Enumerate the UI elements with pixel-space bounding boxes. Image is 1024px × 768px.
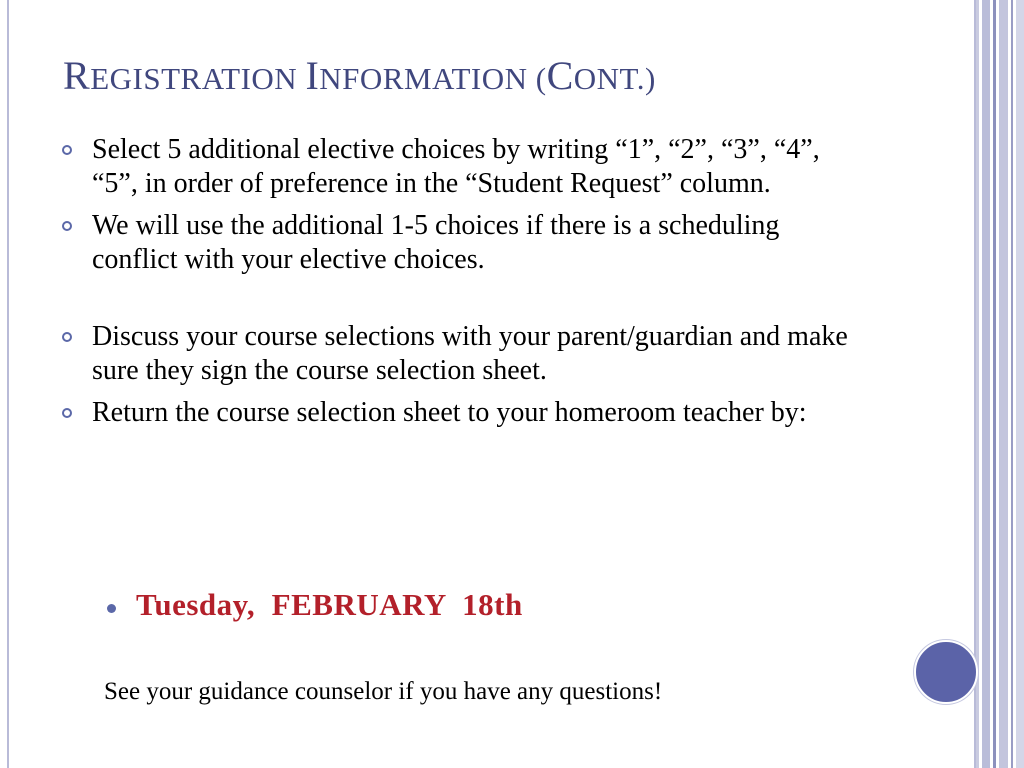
bullet-text: Return the course selection sheet to your homeroom teacher by: [92, 397, 807, 428]
stripe-6 [1016, 0, 1024, 768]
decorative-circle-icon [914, 640, 978, 704]
hollow-circle-bullet-icon [62, 408, 72, 418]
stripe-5 [1011, 0, 1013, 768]
deadline-line [107, 587, 523, 623]
title-initial-i: I [305, 53, 320, 98]
bullet-item [62, 133, 862, 201]
bullet-item [62, 320, 862, 388]
bullet-list [62, 133, 862, 438]
stripe-4 [999, 0, 1008, 768]
title-part-3: ONT.) [573, 61, 656, 96]
right-edge-stripes [976, 0, 1024, 768]
stripe-3 [993, 0, 996, 768]
bullet-text: Select 5 additional elective choices by writing “1”, “2”, “3”, “4”, “5”, in order of preference in the “Student Request” column. [92, 134, 820, 199]
hollow-circle-bullet-icon [62, 145, 72, 155]
slide-title [63, 52, 656, 99]
filled-dot-bullet-icon [107, 604, 116, 613]
stripe-1 [976, 0, 979, 768]
stripe-2 [982, 0, 990, 768]
bullet-item [62, 396, 862, 430]
hollow-circle-bullet-icon [62, 221, 72, 231]
title-part-2: NFORMATION ( [319, 61, 547, 96]
bullet-text: We will use the additional 1-5 choices if there is a scheduling conflict with your elective choices. [92, 210, 780, 275]
deadline-date: Tuesday, FEBRUARY 18th [136, 587, 523, 622]
footer-note: See your guidance counselor if you have any questions! [104, 678, 663, 705]
bullet-text: Discuss your course selections with your parent/guardian and make sure they sign the course selection sheet. [92, 321, 848, 386]
title-initial-c: C [546, 53, 574, 98]
title-initial-r: R [63, 53, 91, 98]
title-part-1: EGISTRATION [90, 61, 306, 96]
bullet-item [62, 209, 862, 277]
hollow-circle-bullet-icon [62, 332, 72, 342]
